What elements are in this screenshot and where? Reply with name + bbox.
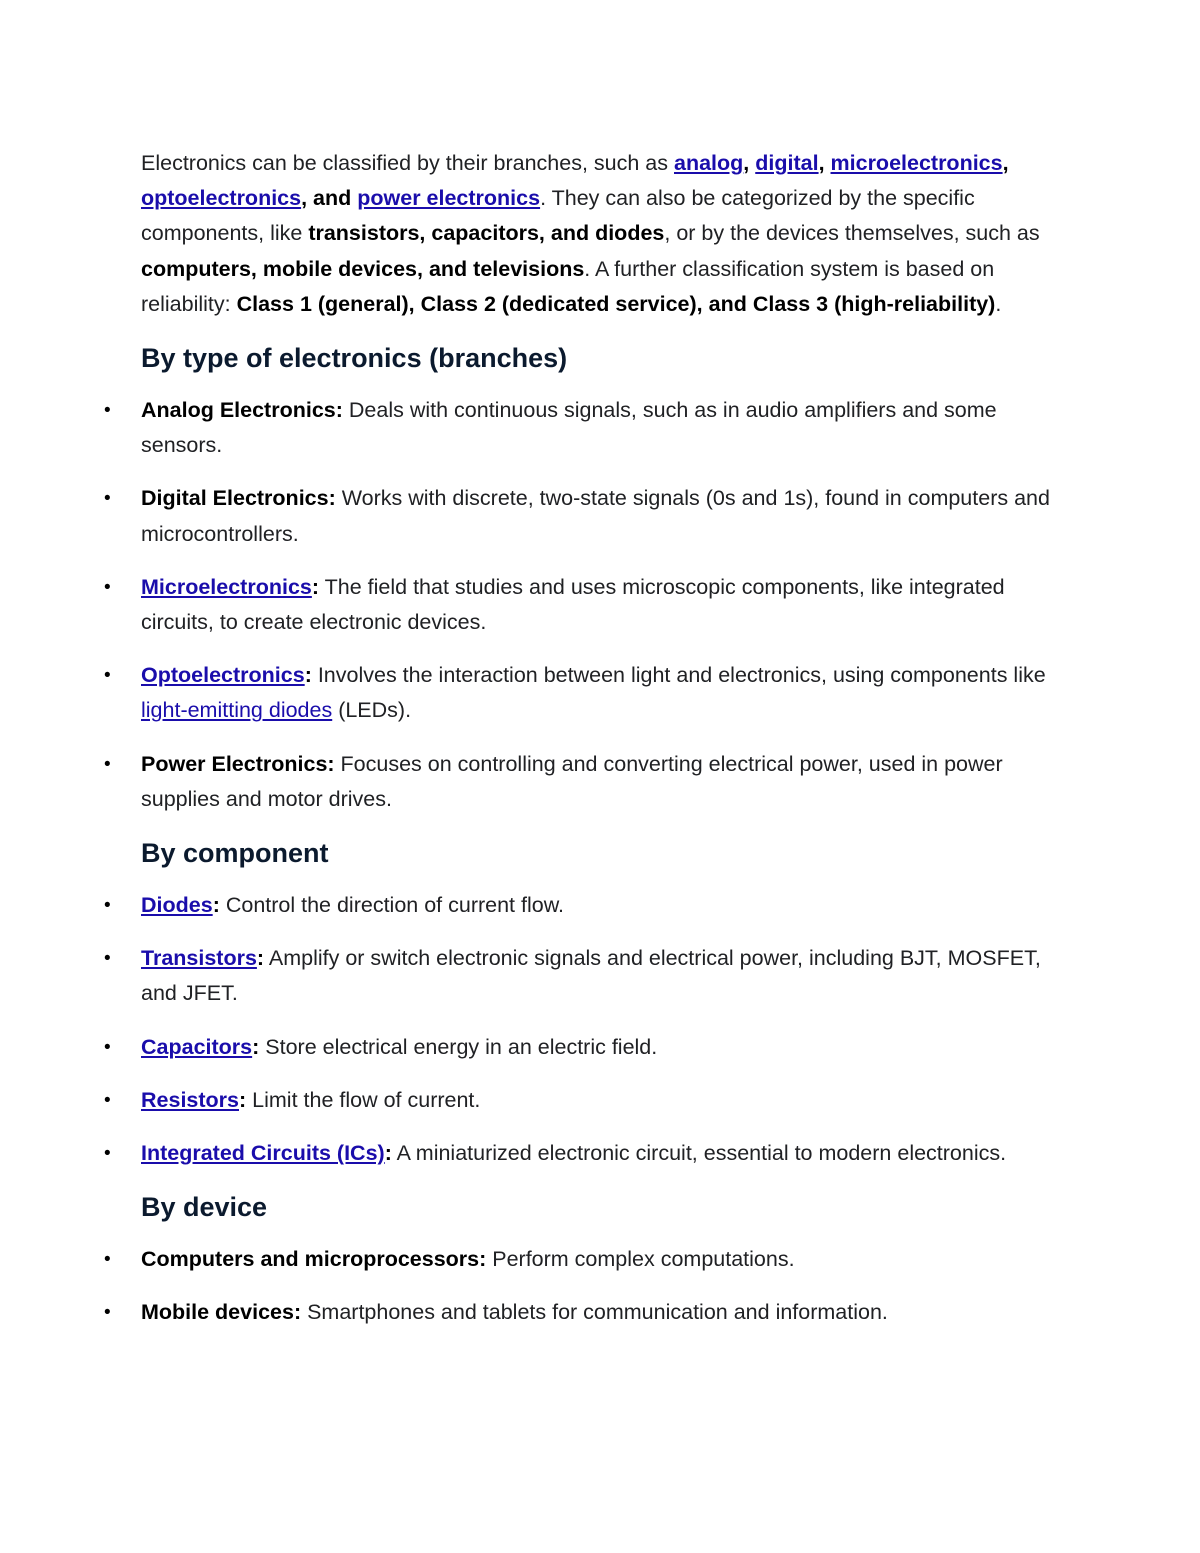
term-analog: Analog Electronics: bbox=[141, 398, 343, 423]
intro-sep-3: , bbox=[1002, 151, 1009, 175]
term-power: Power Electronics: bbox=[141, 751, 335, 776]
intro-bold-components: transistors, capacitors, and diodes bbox=[308, 221, 665, 246]
bullet-icon: • bbox=[104, 1249, 111, 1271]
link-optoelectronics-term[interactable]: Optoelectronics bbox=[141, 663, 305, 688]
list-branches bbox=[104, 393, 1061, 817]
bullet-icon: • bbox=[104, 948, 111, 970]
desc-mobile-devices: Smartphones and tablets for communication and information. bbox=[301, 1300, 888, 1325]
link-integrated-circuits[interactable]: Integrated Circuits (ICs) bbox=[141, 1141, 385, 1166]
link-digital[interactable]: digital bbox=[755, 151, 819, 175]
intro-text-5: . bbox=[995, 291, 1002, 316]
list-item-transistors bbox=[104, 941, 1061, 1011]
intro-text-1: Electronics can be classified by their branches, such as bbox=[141, 151, 674, 175]
bullet-icon: • bbox=[104, 576, 111, 598]
intro-sep-1: , bbox=[743, 151, 756, 175]
colon: : bbox=[256, 946, 265, 971]
desc-optoelectronics-tail: (LEDs). bbox=[332, 698, 412, 723]
document-content bbox=[104, 146, 1061, 1331]
desc-computers: Perform complex computations. bbox=[486, 1247, 795, 1272]
list-item-integrated-circuits bbox=[104, 1136, 1061, 1171]
desc-diodes: Control the direction of current flow. bbox=[219, 893, 565, 918]
bullet-icon: • bbox=[104, 895, 111, 917]
link-optoelectronics[interactable]: optoelectronics bbox=[141, 186, 302, 211]
intro-text-2: . They can also be categorized by the specific components, like bbox=[141, 186, 975, 246]
colon: : bbox=[212, 893, 220, 918]
heading-branches: By type of electronics (branches) bbox=[141, 343, 568, 374]
list-component bbox=[104, 888, 1061, 1171]
colon: : bbox=[252, 1034, 260, 1059]
colon: : bbox=[311, 574, 320, 599]
intro-bold-classes: Class 1 (general), Class 2 (dedicated service), and Class 3 (high-reliability) bbox=[236, 291, 996, 316]
link-diodes[interactable]: Diodes bbox=[141, 893, 213, 918]
bullet-icon: • bbox=[104, 1089, 111, 1111]
list-item-analog bbox=[104, 393, 1061, 463]
colon: : bbox=[239, 1087, 247, 1112]
link-transistors[interactable]: Transistors bbox=[141, 946, 257, 971]
bullet-icon: • bbox=[104, 488, 111, 510]
link-microelectronics[interactable]: microelectronics bbox=[830, 151, 1003, 175]
intro-text-3: , or by the devices themselves, such as bbox=[664, 221, 1040, 246]
link-microelectronics-term[interactable]: Microelectronics bbox=[141, 574, 312, 599]
desc-analog: Deals with continuous signals, such as in audio amplifiers and some sensors. bbox=[141, 398, 997, 458]
bullet-icon: • bbox=[104, 1143, 111, 1165]
term-mobile-devices: Mobile devices: bbox=[141, 1300, 302, 1325]
list-item-microelectronics bbox=[104, 570, 1061, 640]
desc-integrated-circuits: A miniaturized electronic circuit, essential to modern electronics. bbox=[391, 1141, 1007, 1166]
list-item-capacitors bbox=[104, 1030, 1061, 1065]
list-item-digital bbox=[104, 481, 1061, 551]
intro-and: , and bbox=[301, 186, 358, 211]
link-resistors[interactable]: Resistors bbox=[141, 1087, 239, 1112]
bullet-icon: • bbox=[104, 753, 111, 775]
list-item-power bbox=[104, 747, 1061, 817]
list-item-diodes bbox=[104, 888, 1061, 923]
bullet-icon: • bbox=[104, 665, 111, 687]
term-computers: Computers and microprocessors: bbox=[141, 1247, 487, 1272]
heading-component: By component bbox=[141, 838, 329, 869]
list-item-optoelectronics bbox=[104, 658, 1061, 728]
link-analog[interactable]: analog bbox=[674, 151, 744, 175]
colon: : bbox=[384, 1141, 392, 1166]
link-power-electronics[interactable]: power electronics bbox=[357, 186, 541, 211]
list-device bbox=[104, 1242, 1061, 1330]
link-capacitors[interactable]: Capacitors bbox=[141, 1034, 253, 1059]
bullet-icon: • bbox=[104, 400, 111, 422]
intro-text-4: . A further classification system is based on reliability: bbox=[141, 256, 995, 316]
bullet-icon: • bbox=[104, 1302, 111, 1324]
intro-paragraph bbox=[141, 146, 1061, 322]
list-item-resistors bbox=[104, 1083, 1061, 1118]
desc-digital: Works with discrete, two-state signals (0s and 1s), found in computers and microcontrollers. bbox=[141, 486, 1050, 546]
desc-transistors: Amplify or switch electronic signals and electrical power, including BJT, MOSFET, and JFET. bbox=[141, 946, 1041, 1006]
bullet-icon: • bbox=[104, 1036, 111, 1058]
list-item-computers bbox=[104, 1242, 1061, 1277]
intro-bold-devices: computers, mobile devices, and televisions bbox=[141, 256, 585, 281]
term-digital: Digital Electronics: bbox=[141, 486, 336, 511]
link-light-emitting-diodes[interactable]: light-emitting diodes bbox=[141, 698, 333, 723]
heading-device: By device bbox=[141, 1192, 268, 1223]
desc-microelectronics: The field that studies and uses microscopic components, like integrated circuits, to create electronic devices. bbox=[141, 574, 1005, 635]
desc-power: Focuses on controlling and converting electrical power, used in power supplies and motor drives. bbox=[141, 751, 1003, 811]
list-item-mobile-devices bbox=[104, 1295, 1061, 1330]
desc-capacitors: Store electrical energy in an electric field. bbox=[259, 1034, 658, 1059]
intro-sep-2: , bbox=[818, 151, 831, 175]
desc-optoelectronics: Involves the interaction between light and electronics, using components like bbox=[311, 663, 1046, 688]
desc-resistors: Limit the flow of current. bbox=[246, 1087, 481, 1112]
colon: : bbox=[304, 663, 312, 688]
